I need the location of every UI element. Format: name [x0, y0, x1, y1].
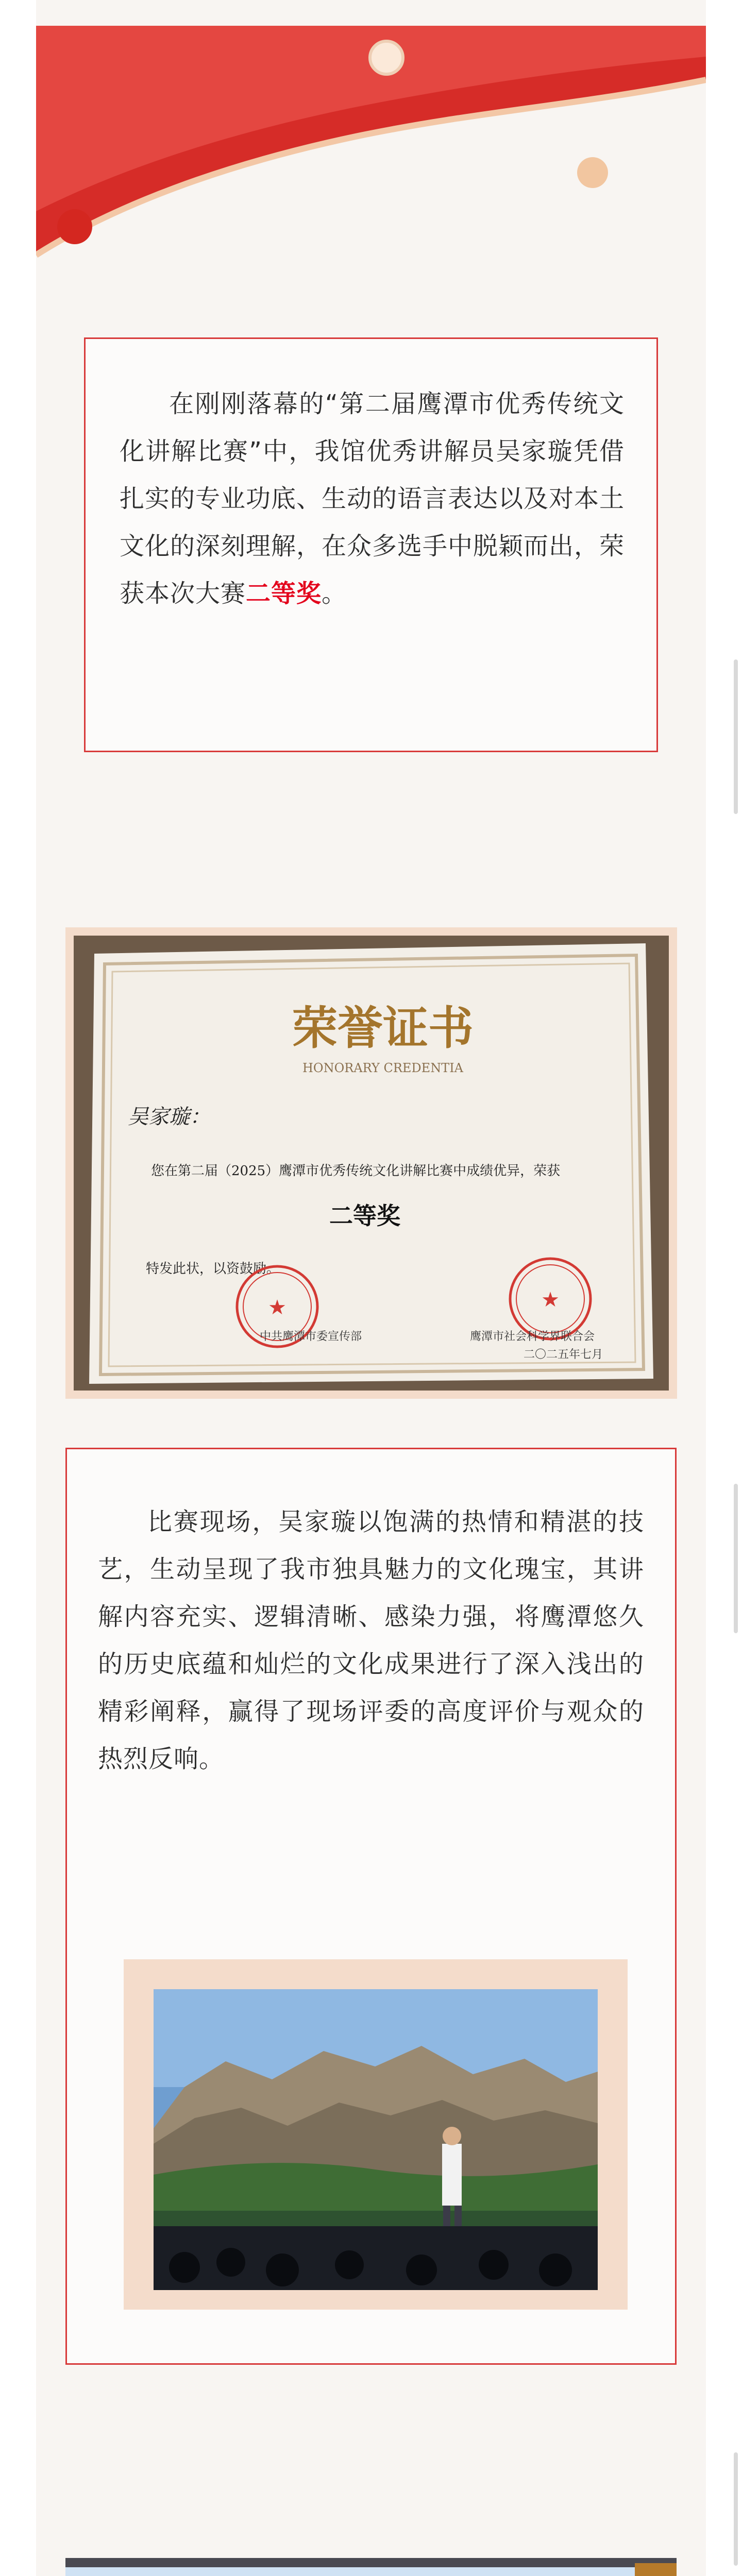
- intro-box: [84, 337, 658, 752]
- intro-text: 在刚刚落幕的“第二届鹰潭市优秀传统文化讲解比赛”中，我馆优秀讲解员吴家璇凭借扎实的专业功底、生动的语言表达以及对本土文化的深刻理解，在众多选手中脱颖而出，荣获本次大赛: [120, 389, 625, 608]
- certificate-issuer-left: 中共鹰潭市委宣传部: [259, 1330, 362, 1343]
- contest-box: [65, 1448, 677, 2365]
- certificate-issuer-right: 鹰潭市社会科学界联合会: [469, 1330, 595, 1343]
- certificate-recipient: 吴家璇：: [128, 1105, 210, 1129]
- contest-paragraph: 比赛现场，吴家璇以饱满的热情和精湛的技艺，生动呈现了我市独具魅力的文化瑰宝，其讲解内容充实、逻辑清晰、感染力强，将鹰潭悠久的历史底蕴和灿烂的文化成果进行了深入浅出的精彩阐释，赢得了现场评委的高度评价与观众的热烈反响。: [98, 1507, 644, 1773]
- certificate-body: 您在第二届（2025）鹰潭市优秀传统文化讲解比赛中成绩优异，荣获: [151, 1163, 561, 1179]
- intro-highlight: 二等奖: [246, 579, 322, 608]
- award-photo: [65, 2558, 677, 2576]
- certificate-date: 二〇二五年七月: [523, 1348, 603, 1361]
- certificate-image: [74, 936, 669, 1391]
- decor-circle-peach: [577, 157, 608, 188]
- scrollbar-thumb-3[interactable]: [734, 2452, 738, 2566]
- svg-text:★: ★: [541, 1288, 560, 1312]
- svg-text:★: ★: [268, 1296, 286, 1319]
- scrollbar-thumb[interactable]: [734, 659, 738, 814]
- decor-circle-red: [57, 209, 92, 244]
- speaker-figure: [442, 2144, 462, 2206]
- header-banner: [36, 26, 706, 268]
- certificate-closing: 特发此状，以资鼓励。: [146, 1261, 280, 1277]
- certificate-award: 二等奖: [329, 1202, 400, 1230]
- decor-circle-light: [370, 41, 403, 74]
- intro-paragraph: [120, 380, 625, 617]
- contest-photo-frame: [124, 1959, 628, 2310]
- scrollbar-thumb-2[interactable]: [734, 1484, 738, 1633]
- intro-text-end: 。: [322, 579, 347, 608]
- certificate-photo-frame: [65, 927, 677, 1399]
- contest-photo: [154, 1989, 598, 2290]
- certificate-subtitle: HONORARY CREDENTIA: [302, 1061, 464, 1075]
- certificate-title: 荣誉证书: [292, 1001, 474, 1055]
